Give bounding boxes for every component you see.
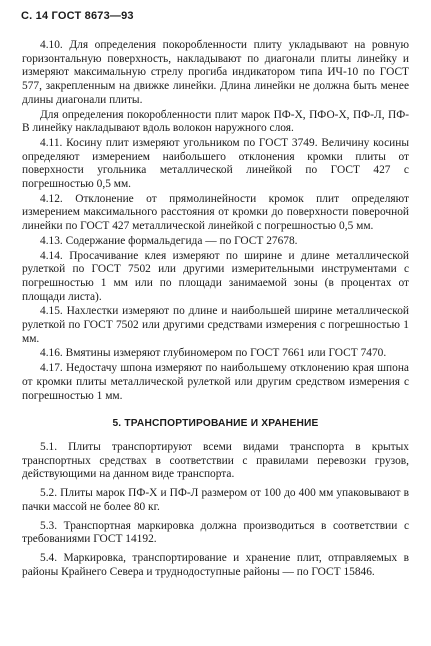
- page-header: С. 14 ГОСТ 8673—93: [21, 10, 134, 22]
- paragraph-4-17: 4.17. Недостачу шпона измеряют по наибольшему отклонению края шпона от кромки плиты металлической рулеткой или другим средством измерения с погрешностью 1 мм.: [22, 362, 409, 402]
- paragraph-4-14: 4.14. Просачивание клея измеряют по ширине и длине металлической рулеткой по ГОСТ 7502 или другими измерительными инструментами с погрешностью 1 мм или по площади занимаемой зоны (в процентах от площади листа).: [22, 249, 409, 303]
- paragraph-5-3: 5.3. Транспортная маркировка должна производиться в соответствии с требованиями ГОСТ 14192.: [22, 519, 409, 546]
- paragraph-4-10-note: Для определения покоробленности плит марок ПФ-Х, ПФО-Х, ПФ-Л, ПФ-В линейку накладывают вдоль волокон наружного слоя.: [22, 108, 409, 135]
- paragraph-4-15: 4.15. Нахлестки измеряют по длине и наибольшей ширине металлической рулеткой по ГОСТ 7502 или другими средствами измерения с погрешностью 1 мм.: [22, 305, 409, 345]
- paragraph-4-10: 4.10. Для определения покоробленности плиту укладывают на ровную горизонтальную поверхность, накладывают по диагонали плиты линейку и измеряют максимальную стрелу прогиба индикатором типа ИЧ-10 по ГОСТ 577, закрепленным на движке линейки. Длина линейки не должна быть менее длины диагонали плиты.: [22, 39, 409, 106]
- paragraph-4-13: 4.13. Содержание формальдегида — по ГОСТ 27678.: [40, 234, 298, 247]
- paragraph-4-12: 4.12. Отклонение от прямолинейности кромок плит определяют измерением максимального расстояния от кромки до поверхности поверочной линейки по ГОСТ 427 металлической линейкой с погрешностью 0,5 мм.: [22, 192, 409, 233]
- paragraph-4-11: 4.11. Косину плит измеряют угольником по ГОСТ 3749. Величину косины определяют измерением наибольшего отклонения кромки плиты от поверхности угольника металлической линейкой по ГОСТ 427 с погрешностью 0,5 мм.: [22, 136, 409, 191]
- paragraph-5-2: 5.2. Плиты марок ПФ-Х и ПФ-Л размером от 100 до 400 мм упаковывают в пачки массой не более 80 кг.: [22, 487, 409, 513]
- paragraph-5-1: 5.1. Плиты транспортируют всеми видами транспорта в крытых транспортных средствах в соответствии с правилами перевозки грузов, действующими на данном виде транспорта.: [22, 440, 409, 481]
- section-5: [22, 441, 409, 579]
- document-body: [22, 39, 409, 584]
- paragraph-4-16: 4.16. Вмятины измеряют глубиномером по ГОСТ 7661 или ГОСТ 7470.: [40, 347, 387, 360]
- section-title: 5. ТРАНСПОРТИРОВАНИЕ И ХРАНЕНИЕ: [112, 418, 319, 430]
- paragraph-5-4: 5.4. Маркировка, транспортирование и хранение плит, отправляемых в районы Крайнего Севера и труднодоступные районы — по ГОСТ 15846.: [22, 551, 409, 578]
